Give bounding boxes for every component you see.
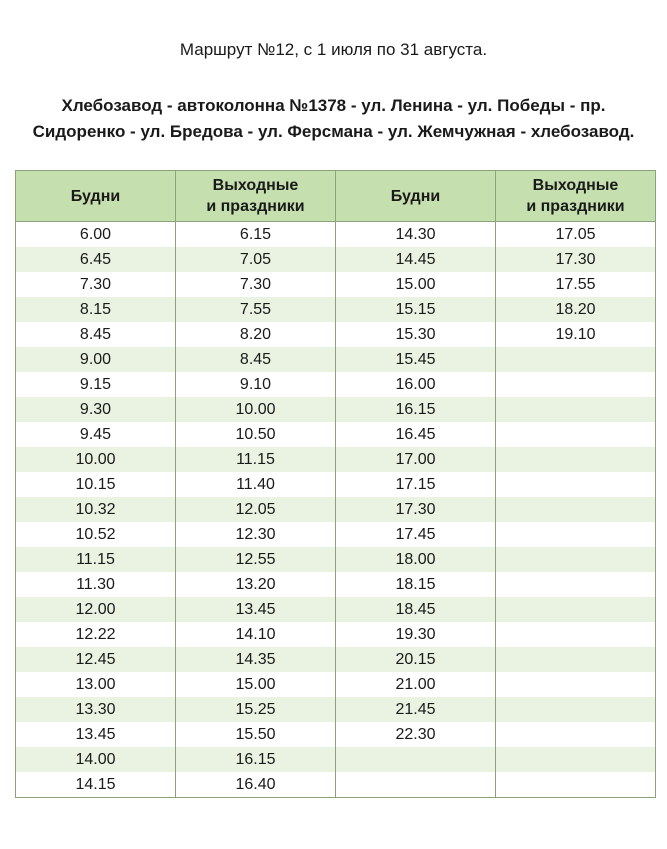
time-cell: 9.30 (16, 397, 176, 422)
table-row (16, 247, 656, 272)
time-cell: 14.30 (336, 222, 496, 248)
time-cell (496, 622, 656, 647)
time-cell: 13.30 (16, 697, 176, 722)
time-cell: 21.00 (336, 672, 496, 697)
time-cell (496, 522, 656, 547)
table-row (16, 547, 656, 572)
table-row (16, 697, 656, 722)
time-cell: 16.45 (336, 422, 496, 447)
time-cell: 11.15 (176, 447, 336, 472)
time-cell: 10.00 (176, 397, 336, 422)
time-cell: 8.15 (16, 297, 176, 322)
table-row (16, 297, 656, 322)
table-row (16, 522, 656, 547)
table-row (16, 222, 656, 248)
schedule-body (16, 222, 656, 798)
time-cell (496, 397, 656, 422)
time-cell: 19.10 (496, 322, 656, 347)
time-cell: 12.05 (176, 497, 336, 522)
time-cell: 19.30 (336, 622, 496, 647)
time-cell: 11.15 (16, 547, 176, 572)
page-title: Маршрут №12, с 1 июля по 31 августа. (179, 40, 488, 59)
table-row (16, 622, 656, 647)
time-cell: 16.40 (176, 772, 336, 798)
header-weekdays-1: Будни (16, 171, 176, 222)
schedule-table (15, 170, 656, 798)
time-cell: 21.45 (336, 697, 496, 722)
time-cell: 17.15 (336, 472, 496, 497)
time-cell (496, 697, 656, 722)
table-row (16, 772, 656, 798)
time-cell: 18.45 (336, 597, 496, 622)
time-cell (496, 472, 656, 497)
time-cell (496, 747, 656, 772)
header-weekends-1: Выходные и праздники (176, 171, 336, 222)
time-cell: 14.10 (176, 622, 336, 647)
time-cell: 15.30 (336, 322, 496, 347)
time-cell: 8.20 (176, 322, 336, 347)
time-cell (336, 772, 496, 798)
time-cell: 17.55 (496, 272, 656, 297)
time-cell: 16.15 (336, 397, 496, 422)
table-row (16, 497, 656, 522)
time-cell (496, 497, 656, 522)
table-row (16, 472, 656, 497)
time-cell: 10.15 (16, 472, 176, 497)
header-weekends-2: Выходные и праздники (496, 171, 656, 222)
time-cell: 14.00 (16, 747, 176, 772)
time-cell: 18.20 (496, 297, 656, 322)
time-cell: 7.05 (176, 247, 336, 272)
table-row (16, 747, 656, 772)
time-cell (496, 422, 656, 447)
time-cell: 10.52 (16, 522, 176, 547)
table-row (16, 372, 656, 397)
time-cell (496, 647, 656, 672)
table-row (16, 647, 656, 672)
time-cell: 10.32 (16, 497, 176, 522)
time-cell: 20.15 (336, 647, 496, 672)
time-cell: 9.45 (16, 422, 176, 447)
time-cell: 18.15 (336, 572, 496, 597)
table-row (16, 422, 656, 447)
time-cell: 10.00 (16, 447, 176, 472)
time-cell: 16.15 (176, 747, 336, 772)
time-cell: 15.15 (336, 297, 496, 322)
time-cell: 15.45 (336, 347, 496, 372)
time-cell (496, 672, 656, 697)
time-cell: 14.15 (16, 772, 176, 798)
time-cell: 9.10 (176, 372, 336, 397)
time-cell: 18.00 (336, 547, 496, 572)
time-cell: 9.15 (16, 372, 176, 397)
table-row (16, 722, 656, 747)
table-row (16, 322, 656, 347)
time-cell: 17.00 (336, 447, 496, 472)
time-cell: 12.00 (16, 597, 176, 622)
time-cell: 14.35 (176, 647, 336, 672)
time-cell (496, 597, 656, 622)
time-cell: 13.00 (16, 672, 176, 697)
time-cell: 11.40 (176, 472, 336, 497)
time-cell: 12.55 (176, 547, 336, 572)
time-cell: 12.30 (176, 522, 336, 547)
time-cell: 8.45 (176, 347, 336, 372)
time-cell: 6.45 (16, 247, 176, 272)
time-cell (496, 347, 656, 372)
time-cell: 9.00 (16, 347, 176, 372)
time-cell: 17.30 (496, 247, 656, 272)
time-cell: 22.30 (336, 722, 496, 747)
time-cell: 7.30 (176, 272, 336, 297)
time-cell: 7.55 (176, 297, 336, 322)
time-cell (336, 747, 496, 772)
time-cell (496, 547, 656, 572)
time-cell: 17.05 (496, 222, 656, 248)
time-cell: 11.30 (16, 572, 176, 597)
time-cell: 15.50 (176, 722, 336, 747)
time-cell: 12.45 (16, 647, 176, 672)
time-cell: 16.00 (336, 372, 496, 397)
time-cell: 17.30 (336, 497, 496, 522)
table-row (16, 272, 656, 297)
time-cell: 6.00 (16, 222, 176, 248)
time-cell: 13.45 (176, 597, 336, 622)
table-row (16, 597, 656, 622)
table-row (16, 447, 656, 472)
route-description: Хлебозавод - автоколонна №1378 - ул. Ленина - ул. Победы - пр. Сидоренко - ул. Бредова - ул. Ферсмана - ул. Жемчужная - хлебозавод. (32, 96, 635, 141)
time-cell: 15.00 (336, 272, 496, 297)
time-cell: 12.22 (16, 622, 176, 647)
table-row (16, 672, 656, 697)
time-cell: 14.45 (336, 247, 496, 272)
time-cell (496, 772, 656, 798)
table-row (16, 397, 656, 422)
table-row (16, 347, 656, 372)
time-cell: 7.30 (16, 272, 176, 297)
time-cell: 8.45 (16, 322, 176, 347)
time-cell: 13.45 (16, 722, 176, 747)
time-cell (496, 572, 656, 597)
time-cell: 15.25 (176, 697, 336, 722)
time-cell: 6.15 (176, 222, 336, 248)
time-cell: 17.45 (336, 522, 496, 547)
header-row (16, 171, 656, 222)
time-cell (496, 372, 656, 397)
time-cell (496, 722, 656, 747)
header-weekdays-2: Будни (336, 171, 496, 222)
time-cell: 13.20 (176, 572, 336, 597)
table-row (16, 572, 656, 597)
time-cell: 15.00 (176, 672, 336, 697)
time-cell: 10.50 (176, 422, 336, 447)
time-cell (496, 447, 656, 472)
